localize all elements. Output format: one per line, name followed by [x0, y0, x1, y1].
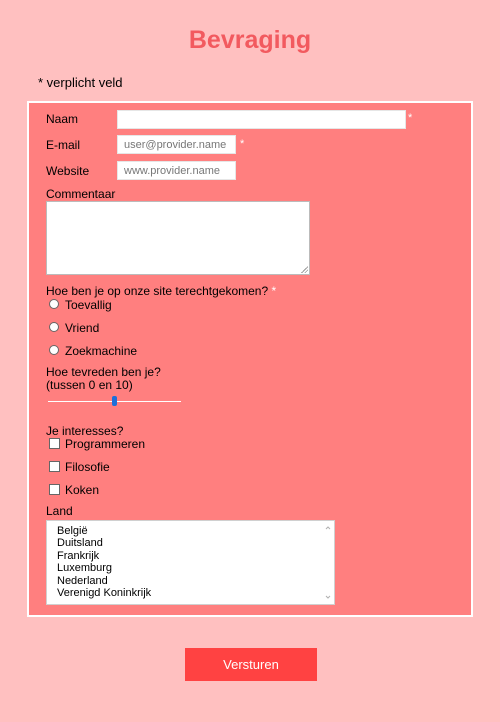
required-field-note: * verplicht veld	[38, 75, 123, 90]
found-site-required-marker: *	[271, 284, 277, 298]
radio-vriend[interactable]	[49, 322, 59, 332]
country-option[interactable]: Duitsland	[57, 537, 103, 550]
checkbox-filosofie-label[interactable]: Filosofie	[65, 460, 110, 474]
radio-vriend-label[interactable]: Vriend	[65, 321, 100, 335]
radio-toevallig[interactable]	[49, 299, 59, 309]
name-label: Naam	[46, 112, 79, 126]
found-site-question	[46, 284, 276, 298]
country-option[interactable]: België	[57, 525, 88, 537]
radio-toevallig-label[interactable]: Toevallig	[65, 298, 112, 312]
country-options	[57, 525, 151, 599]
found-site-question-text: Hoe ben je op onze site terechtgekomen?	[46, 284, 269, 298]
country-option[interactable]: Nederland	[57, 574, 108, 587]
survey-form	[27, 101, 473, 617]
satisfaction-question: Hoe tevreden ben je?	[46, 365, 161, 379]
checkbox-filosofie[interactable]	[49, 461, 60, 472]
email-input[interactable]	[117, 135, 236, 154]
comment-textarea[interactable]	[46, 201, 310, 275]
country-listbox[interactable]	[46, 520, 335, 605]
email-label: E-mail	[46, 138, 81, 152]
radio-zoekmachine-label[interactable]: Zoekmachine	[65, 344, 138, 358]
checkbox-koken-label[interactable]: Koken	[65, 483, 100, 497]
chevron-up-icon[interactable]	[325, 525, 331, 531]
checkbox-koken[interactable]	[49, 484, 60, 495]
website-label: Website	[46, 164, 90, 178]
website-input[interactable]	[117, 161, 236, 180]
interests-question: Je interesses?	[46, 424, 124, 438]
page-title: Bevraging	[188, 26, 312, 54]
country-option[interactable]: Frankrijk	[57, 549, 100, 562]
email-required-marker: *	[240, 138, 245, 150]
country-option[interactable]: Luxemburg	[57, 562, 113, 575]
comment-label: Commentaar	[46, 187, 116, 201]
name-required-marker: *	[408, 112, 413, 124]
resize-grip-icon[interactable]	[301, 266, 308, 273]
country-listbox-scrollbar[interactable]	[322, 521, 334, 604]
satisfaction-range-hint: (tussen 0 en 10)	[46, 378, 133, 392]
submit-button[interactable]: Versturen	[185, 648, 317, 681]
country-option[interactable]: Verenigd Koninkrijk	[57, 587, 152, 600]
checkbox-programmeren-label[interactable]: Programmeren	[65, 437, 146, 451]
country-label: Land	[46, 504, 73, 518]
chevron-down-icon[interactable]	[325, 594, 331, 600]
radio-zoekmachine[interactable]	[49, 345, 59, 355]
name-input[interactable]	[117, 110, 406, 129]
checkbox-programmeren[interactable]	[49, 438, 60, 449]
satisfaction-slider-thumb[interactable]	[112, 396, 117, 406]
